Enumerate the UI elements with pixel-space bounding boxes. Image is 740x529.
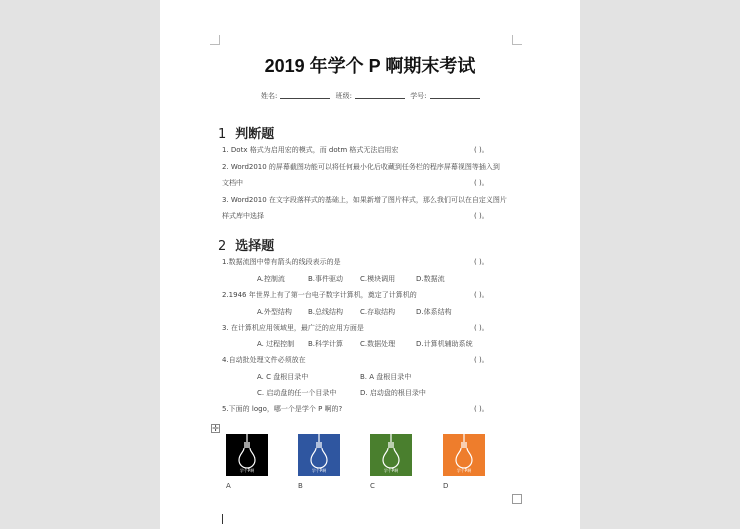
margin-corner [512, 35, 522, 45]
option: A. 过程控制 [257, 340, 295, 348]
tf-question-2: 2. Word2010 的屏幕截图功能可以将任何最小化后收藏到任务栏的程序屏幕视图等插入到 [222, 163, 500, 171]
logo-caption: 学个P啊 [239, 468, 255, 473]
mc-question-3: 3. 在计算机应用领域里，最广泛的应用方面是 [222, 324, 364, 332]
document-title: 2019 年学个 P 啊期末考试 [264, 56, 476, 76]
answer-blank[interactable]: ( )。 [474, 405, 489, 413]
logo-label-b: B [298, 482, 303, 490]
option: D.计算机辅助系统 [416, 340, 473, 348]
logo-option-b[interactable] [298, 434, 340, 476]
option: B.科学计算 [308, 340, 344, 348]
answer-blank[interactable]: ( )。 [474, 258, 489, 266]
id-label: 学号: [410, 92, 427, 100]
mc-question-4: 4.自动批处理文件必须放在 [222, 356, 306, 364]
answer-blank[interactable]: ( )。 [474, 324, 489, 332]
name-label: 姓名: [261, 92, 278, 100]
answer-blank[interactable]: ( )。 [474, 356, 489, 364]
option: C. 启动盘的任一个目录中 [257, 389, 337, 397]
answer-blank[interactable]: ( )。 [474, 146, 489, 154]
logo-caption: 学个P啊 [456, 468, 472, 473]
option: B. A 盘根目录中 [360, 373, 412, 381]
option: A.控制流 [257, 275, 285, 283]
mc-question-1: 1.数据流图中带有箭头的线段表示的是 [222, 258, 341, 266]
logo-option-d[interactable] [443, 434, 485, 476]
option: B.总线结构 [308, 308, 344, 316]
mc-question-5: 5.下面的 logo，哪一个是学个 P 啊的? [222, 405, 343, 413]
section-heading-1: 1 判断题 [218, 127, 275, 142]
mc-question-2: 2.1946 年世界上有了第一台电子数字计算机，奠定了计算机的 [222, 291, 417, 299]
option: B.事件驱动 [308, 275, 344, 283]
option: D. 启动盘的根目录中 [360, 389, 426, 397]
text-cursor [222, 514, 223, 524]
option: C.模块调用 [360, 275, 396, 283]
logo-label-d: D [443, 482, 449, 490]
tf-question-3: 3. Word2010 在文字段落样式的基础上，如果新增了图片样式，那么我们可以在自定义图片 [222, 196, 507, 204]
option: A. C 盘根目录中 [257, 373, 309, 381]
option: D.体系结构 [416, 308, 452, 316]
section-heading-2: 2 选择题 [218, 239, 275, 254]
answer-blank[interactable]: ( )。 [474, 212, 489, 220]
option: C.数据处理 [360, 340, 396, 348]
resize-box[interactable] [512, 494, 522, 504]
tf-question-1: 1. Dotx 格式为启用宏的模式，而 dotm 格式无法启用宏 [222, 146, 399, 154]
logo-caption: 学个P啊 [383, 468, 399, 473]
answer-blank[interactable]: ( )。 [474, 179, 489, 187]
class-label: 班级: [335, 92, 352, 100]
logo-label-c: C [370, 482, 375, 490]
margin-corner [210, 35, 220, 45]
option: D.数据流 [416, 275, 445, 283]
option: A.外型结构 [257, 308, 292, 316]
tf-question-3-cont: 样式库中选择 [222, 212, 264, 220]
answer-blank[interactable]: ( )。 [474, 291, 489, 299]
logo-option-a[interactable] [226, 434, 268, 476]
option: C.存取结构 [360, 308, 396, 316]
tf-question-2-cont: 文档中 [222, 179, 243, 187]
student-info-line [261, 91, 483, 101]
logo-caption: 学个P啊 [311, 468, 327, 473]
logo-option-c[interactable] [370, 434, 412, 476]
document-page [160, 0, 580, 529]
logo-label-a: A [226, 482, 231, 490]
table-move-handle-icon[interactable]: ✛ [212, 424, 219, 433]
